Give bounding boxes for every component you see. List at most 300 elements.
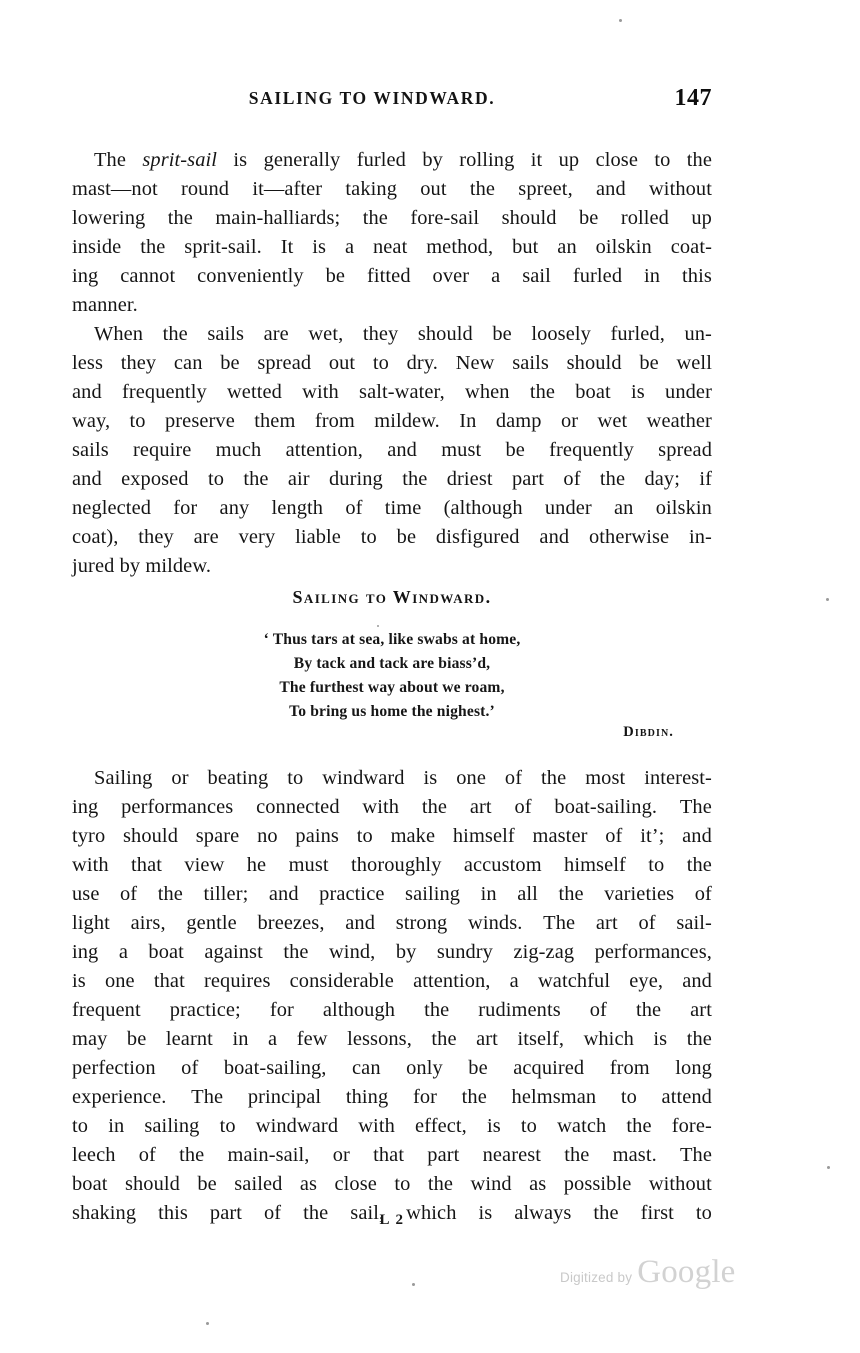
word: to [394,1173,411,1195]
word: and [682,970,712,992]
word: spread [257,352,312,374]
word: to [520,1115,537,1137]
word: be [126,1028,147,1050]
word: salt-water, [359,381,445,403]
word: a [509,970,519,992]
word: it [530,149,543,171]
word: is [486,1115,501,1137]
epigraph-attribution: Dibdin. [623,724,674,740]
word: must [441,439,482,461]
word: accustom [463,854,542,876]
word: should [417,323,473,345]
text-line [72,204,712,233]
word: of [514,796,532,818]
word: exposed [121,468,189,490]
word: conveniently [197,265,304,287]
word: first [640,1202,674,1224]
word: sails [512,352,549,374]
word: to [72,1115,89,1137]
word: driest [446,468,493,490]
word: most [585,767,626,789]
word: of [263,1202,282,1224]
word: disfigured [435,526,520,548]
watermark-logo: Google [637,1254,736,1290]
word: sails [72,439,109,461]
word: one [456,767,486,789]
word: in [480,883,497,905]
word: lowering [72,207,146,229]
word: wet, [308,323,344,345]
word: to [360,526,377,548]
word: he [246,854,267,876]
text-line [72,1054,712,1083]
word: wet [597,410,628,432]
word: the [402,468,428,490]
word: boat [148,941,184,963]
word: the [626,1115,652,1137]
word: strong [395,912,448,934]
verse-line: By tack and tack are biass’d, [293,655,491,672]
word: spreet, [518,178,573,200]
paragraph-sprit-sail [72,146,712,320]
text-line [72,233,712,262]
word: leech [72,1144,116,1166]
word: tyro [72,825,106,847]
word: an [614,497,634,519]
word: rolling [459,149,515,171]
word: furled [356,149,406,171]
word: any [219,497,250,519]
text-line [72,523,712,552]
word: to [356,825,373,847]
text-line [72,851,712,880]
scan-speck [412,1283,415,1286]
word: the [179,1144,205,1166]
word: to [695,1202,712,1224]
word: with [358,1115,395,1137]
section-heading: Sailing to Windward. [292,587,492,607]
signature-mark: L 2 [379,1212,405,1228]
word: tiller; [203,883,249,905]
text-line: jured by mildew. [72,555,212,577]
word: helmsman [511,1086,597,1108]
word: or [171,767,189,789]
word: sailing [405,883,461,905]
word: the [303,1202,329,1224]
word: in [644,265,661,287]
word: eye, [629,970,664,992]
word: The [679,796,712,818]
word: the [424,999,450,1021]
word: the [157,883,183,905]
word: be [325,265,346,287]
word: It [280,236,294,258]
text-line [72,494,712,523]
word: coat- [670,236,712,258]
running-head-title: SAILING TO WINDWARD. [248,88,496,108]
word: thoroughly [351,854,442,876]
word: airs, [130,912,166,934]
word: and [268,883,299,905]
word: furled [572,265,623,287]
text-line [72,407,712,436]
word: it’; [640,825,665,847]
word: gentle [186,912,237,934]
word: sails [207,323,245,345]
word: well [676,352,712,374]
word: performances [121,796,234,818]
text-line [72,320,712,349]
word: varieties [604,883,675,905]
word: of [563,468,581,490]
word: frequently [549,439,634,461]
word: performances, [594,941,712,963]
word: and [387,439,417,461]
word: The [543,912,576,934]
word: art [469,796,492,818]
word: as [529,1173,547,1195]
word: and [596,178,626,200]
word: to [207,468,224,490]
word: of [181,1057,199,1079]
text-line [72,1170,712,1199]
word: weather [646,410,712,432]
word: very [238,526,276,548]
word: to [129,410,146,432]
word: neat [372,236,408,258]
word: boat [72,1173,108,1195]
scan-speck [377,625,379,627]
word: for [173,497,198,519]
word: can [173,352,203,374]
word: part [209,1202,243,1224]
text-line: manner. [72,294,138,316]
word: nearest [482,1144,542,1166]
word: considerable [289,970,394,992]
text-line [72,175,712,204]
word: oilskin [655,497,712,519]
word: the [558,883,584,905]
word: close [334,1173,377,1195]
word: time [384,497,422,519]
word: up [558,149,580,171]
word: under [665,381,712,403]
word: art [476,1028,498,1050]
word: should [501,207,557,229]
word: of [638,912,656,934]
word: to [648,854,665,876]
word: (although [443,497,523,519]
word: winds. [468,912,523,934]
word: only [406,1057,443,1079]
word: in [232,1028,249,1050]
word: perfection [72,1057,156,1079]
word: boat-sailing. [554,796,658,818]
scan-speck [206,1322,209,1325]
page-number: 147 [674,85,712,111]
word: of [504,767,523,789]
word: them [254,410,296,432]
word: when [465,381,510,403]
word: sailed [234,1173,283,1195]
word: the [686,149,712,171]
word: must [288,854,329,876]
word: sail, [350,1202,385,1224]
word: that [373,1144,405,1166]
word: taking [345,178,397,200]
word: boat [575,381,611,403]
word: with [302,381,339,403]
word: method, [426,236,494,258]
word: liable [295,526,341,548]
word: experience. [72,1086,167,1108]
word: make [390,825,436,847]
word: neglected [72,497,152,519]
word: is [233,149,248,171]
watermark-prefix: Digitized by [560,1270,633,1285]
running-head [72,85,712,114]
word: one [104,970,135,992]
word: to [620,1086,637,1108]
word: if [699,468,712,490]
word: and [72,468,102,490]
word: this [158,1202,188,1224]
word: The [94,149,127,171]
text-line [72,262,712,291]
scan-speck [826,598,829,601]
word: practice; [169,999,241,1021]
google-watermark [560,1254,736,1291]
word: wind, [328,941,376,963]
word: sail [522,265,551,287]
word: the [461,1086,487,1108]
text-line [72,436,712,465]
word: day; [644,468,680,490]
word: pains [295,825,339,847]
text-line [72,1141,712,1170]
word: may [72,1028,108,1050]
scan-speck [619,19,622,22]
word: master [532,825,588,847]
word: to [219,1115,236,1137]
word: connected [256,796,340,818]
word: and [72,381,102,403]
text-line [72,349,712,378]
word: attend [661,1086,712,1108]
word: up [691,207,712,229]
word: the [427,1173,454,1195]
word: loosely [531,323,591,345]
word: practice [319,883,385,905]
word: cannot [120,265,176,287]
word: a [344,236,355,258]
word: part [511,468,545,490]
word: during [329,468,383,490]
scan-speck [827,1166,830,1169]
word: round [181,178,230,200]
word: in- [688,526,712,548]
word: spread [658,439,712,461]
word: of [605,825,623,847]
word: the [686,1028,712,1050]
epigraph-verse [72,628,712,724]
word: it—after [252,178,323,200]
word: a [491,265,501,287]
word: close [595,149,638,171]
word: main-halliards; [215,207,341,229]
word: preserve [165,410,235,432]
word: as [299,1173,318,1195]
word: be [505,439,525,461]
text-line [72,793,712,822]
word: is [631,381,645,403]
word: sprit-sail [142,149,218,171]
word: which [406,1202,457,1224]
word: be [468,1057,488,1079]
word: to [287,767,304,789]
text-line [72,378,712,407]
word: watch [557,1115,607,1137]
word: When [94,323,144,345]
word: for [412,1086,438,1108]
word: against [204,941,263,963]
word: although [322,999,396,1021]
word: no [257,825,278,847]
word: possible [563,1173,632,1195]
word: learnt [165,1028,213,1050]
word: ing [72,796,99,818]
word: should [566,352,622,374]
word: the [529,381,556,403]
word: art [690,999,712,1021]
word: way, [72,410,111,432]
word: fore-sail [410,207,480,229]
word: of [589,999,607,1021]
word: mildew. [374,410,440,432]
word: frequently [121,381,207,403]
word: rudiments [478,999,561,1021]
word: furled, [610,323,665,345]
word: is [423,767,438,789]
word: they [138,526,174,548]
word: is [653,1028,668,1050]
word: to [654,149,671,171]
word: which [583,1028,634,1050]
word: a [268,1028,278,1050]
text-line [72,1025,712,1054]
word: the [140,236,166,258]
verse-line: ‘ Thus tars at sea, like swabs at home, [263,631,521,648]
word: inside [72,236,122,258]
word: of [120,883,138,905]
word: light [72,912,110,934]
word: windward [255,1115,339,1137]
word: generally [263,149,341,171]
word: without [648,1173,712,1195]
word: frequent [72,999,141,1021]
word: part [427,1144,460,1166]
word: for [269,999,294,1021]
word: always [514,1202,572,1224]
word: an [557,236,577,258]
word: under [544,497,592,519]
word: the [469,178,496,200]
text-line [72,1083,712,1112]
word: be [639,352,659,374]
word: and [682,825,712,847]
word: is [478,1202,493,1224]
word: boat-sailing, [223,1057,327,1079]
word: the [421,796,448,818]
word: from [609,1057,650,1079]
word: shaking [72,1202,137,1224]
text-line [72,880,712,909]
word: is [72,970,86,992]
word: principal [247,1086,322,1108]
word: acquired [513,1057,585,1079]
word: or [332,1144,350,1166]
word: un- [684,323,712,345]
word: they [362,323,399,345]
word: or [560,410,579,432]
word: the [593,1202,619,1224]
word: a [118,941,128,963]
word: the [243,468,269,490]
word: attention, [285,439,364,461]
word: use [72,883,100,905]
word: is [312,236,327,258]
word: from [314,410,355,432]
word: are [193,526,219,548]
verse-line: To bring us home the nighest.’ [289,703,495,720]
word: main-sail, [227,1144,310,1166]
word: the [167,207,193,229]
word: with [72,854,109,876]
word: The [191,1086,224,1108]
word: the [686,854,712,876]
word: be [396,526,417,548]
word: view [184,854,225,876]
word: out [420,178,447,200]
word: should [123,825,178,847]
word: the [599,468,626,490]
word: the [362,207,388,229]
word: mast—not [72,178,158,200]
text-line [72,967,712,996]
word: should [124,1173,180,1195]
word: be [492,323,512,345]
word: of [345,497,363,519]
word: requires [204,970,271,992]
word: rolled [620,207,669,229]
word: windward [322,767,405,789]
word: by [395,941,417,963]
word: The [679,1144,712,1166]
text-line [72,465,712,494]
word: that [131,854,162,876]
word: wind [470,1173,512,1195]
word: the [162,323,188,345]
paragraph-wet-sails [72,320,712,581]
word: dry. [406,352,438,374]
word: require [132,439,192,461]
word: In [459,410,477,432]
word: sail- [676,912,712,934]
word: can [352,1057,381,1079]
word: of [138,1144,156,1166]
word: damp [495,410,542,432]
word: mast. [612,1144,657,1166]
